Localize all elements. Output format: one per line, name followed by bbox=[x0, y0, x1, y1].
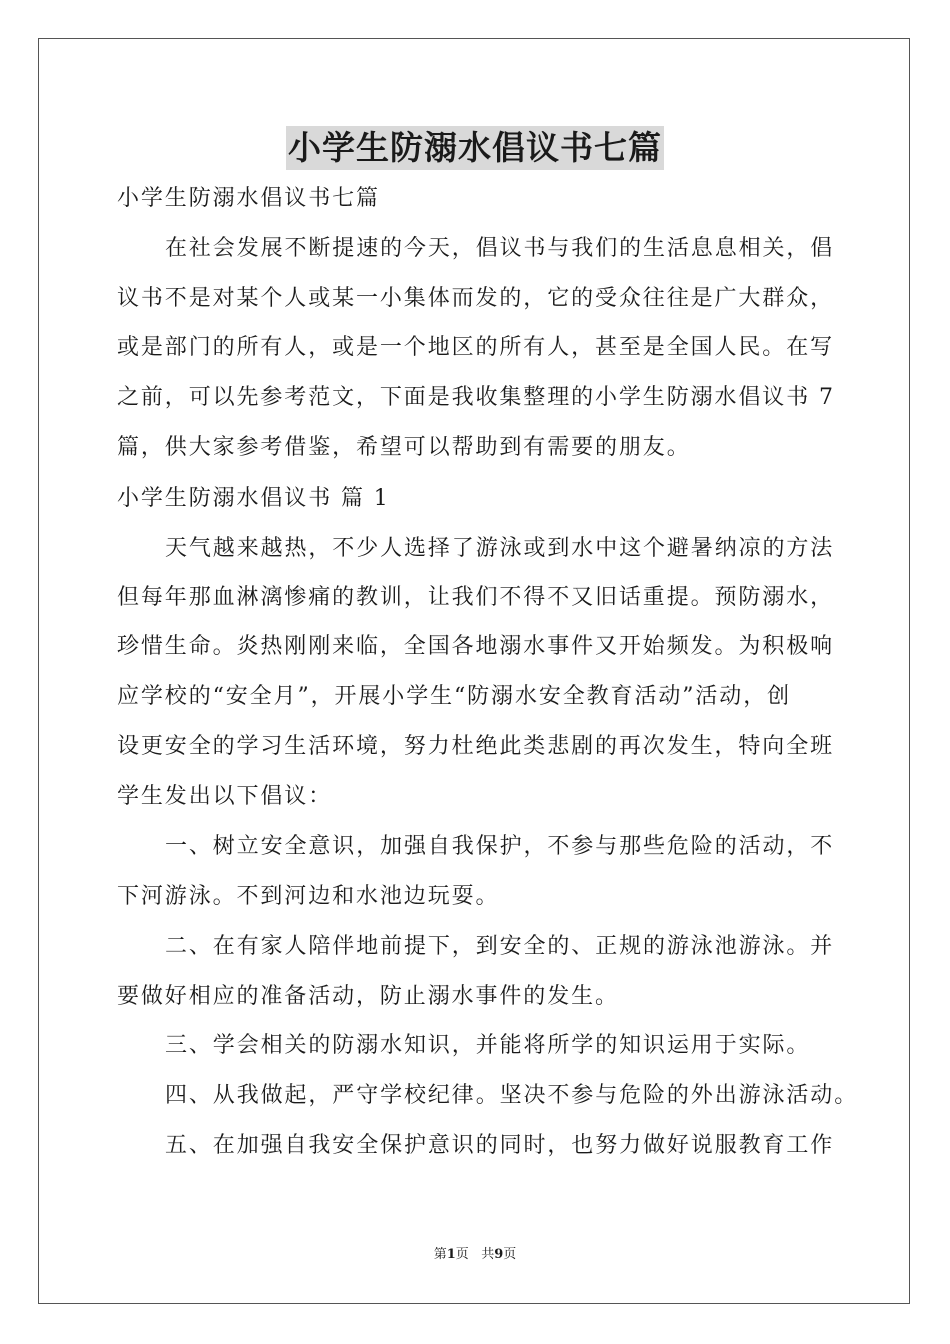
text-line: 二、在有家人陪伴地前提下，到安全的、正规的游泳池游泳。并 bbox=[165, 934, 835, 959]
section-heading: 小学生防溺水倡议书 篇 1 bbox=[117, 486, 390, 511]
footer-page-number: 1 bbox=[446, 1247, 456, 1262]
text-line: 要做好相应的准备活动，防止溺水事件的发生。 bbox=[117, 984, 619, 1009]
footer-prefix: 第 bbox=[433, 1247, 447, 1262]
footer-middle: 页 共 bbox=[455, 1247, 495, 1262]
footer-total-pages: 9 bbox=[494, 1247, 504, 1262]
text-line: 议书不是对某个人或某一小集体而发的，它的受众往往是广大群众， bbox=[117, 286, 835, 311]
text-line: 应学校的“安全月”，开展小学生“防溺水安全教育活动”活动，创 bbox=[117, 684, 791, 709]
text-line: 设更安全的学习生活环境，努力杜绝此类悲剧的再次发生，特向全班 bbox=[117, 734, 835, 759]
text-line: 篇，供大家参考借鉴，希望可以帮助到有需要的朋友。 bbox=[117, 435, 691, 460]
page-footer bbox=[0, 1246, 950, 1264]
document-title: 小学生防溺水倡议书七篇 bbox=[286, 126, 664, 170]
text-line: 或是部门的所有人，或是一个地区的所有人，甚至是全国人民。在写 bbox=[117, 335, 835, 360]
text-line: 珍惜生命。炎热刚刚来临，全国各地溺水事件又开始频发。为积极响 bbox=[117, 634, 835, 659]
text-line: 四、从我做起，严守学校纪律。坚决不参与危险的外出游泳活动。 bbox=[165, 1083, 859, 1108]
text-line: 五、在加强自我安全保护意识的同时，也努力做好说服教育工作 bbox=[165, 1133, 835, 1158]
text-line: 学生发出以下倡议： bbox=[117, 784, 333, 809]
subtitle-line: 小学生防溺水倡议书七篇 bbox=[117, 186, 380, 211]
title-wrap bbox=[0, 126, 950, 170]
text-line: 之前，可以先参考范文，下面是我收集整理的小学生防溺水倡议书 7 bbox=[117, 385, 835, 410]
text-line: 在社会发展不断提速的今天，倡议书与我们的生活息息相关，倡 bbox=[165, 236, 835, 261]
text-line: 一、树立安全意识，加强自我保护，不参与那些危险的活动，不 bbox=[165, 834, 835, 859]
page-border bbox=[38, 38, 910, 1304]
footer-suffix: 页 bbox=[503, 1247, 517, 1262]
text-line: 但每年那血淋漓惨痛的教训，让我们不得不又旧话重提。预防溺水， bbox=[117, 585, 835, 610]
text-line: 天气越来越热，不少人选择了游泳或到水中这个避暑纳凉的方法 bbox=[165, 536, 835, 561]
text-line: 三、学会相关的防溺水知识，并能将所学的知识运用于实际。 bbox=[165, 1033, 811, 1058]
text-line: 下河游泳。不到河边和水池边玩耍。 bbox=[117, 884, 500, 909]
